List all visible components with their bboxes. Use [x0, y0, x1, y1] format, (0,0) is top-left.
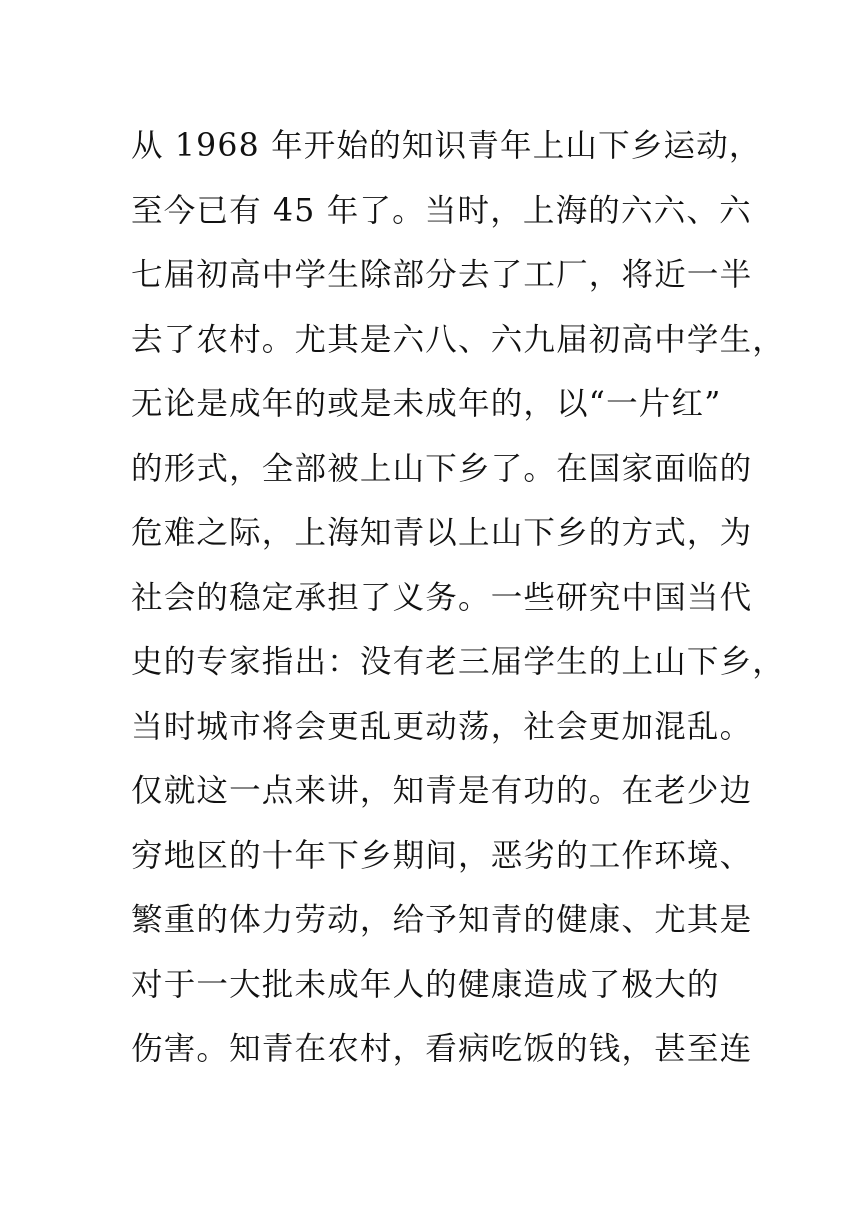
text-line: 繁重的体力劳动，给予知青的健康、尤其是 [131, 902, 753, 938]
text-line: 去了农村。尤其是六八、六九届初高中学生， [131, 321, 786, 358]
text-line: 史的专家指出：没有老三届学生的上山下乡， [131, 644, 786, 680]
text-line: 当时城市将会更乱更动荡，社会更加混乱。 [131, 708, 753, 745]
text-line: 危难之际，上海知青以上山下乡的方式，为 [131, 515, 753, 551]
text-line: 穷地区的十年下乡期间，恶劣的工作环境、 [131, 837, 753, 874]
text-line: 无论是成年的或是未成年的，以“一片红” [131, 386, 722, 422]
text-line: 仅就这一点来讲，知青是有功的。在老少边 [131, 773, 753, 809]
text-line: 从 1968 年开始的知识青年上山下乡运动， [131, 128, 762, 164]
text-line: 七届初高中学生除部分去了工厂，将近一半 [131, 257, 753, 293]
text-line: 对于一大批未成年人的健康造成了极大的 [131, 966, 720, 1003]
text-line: 的形式，全部被上山下乡了。在国家面临的 [131, 450, 753, 487]
text-line: 社会的稳定承担了义务。一些研究中国当代 [131, 579, 753, 616]
body-text [131, 114, 786, 1082]
text-line: 伤害。知青在农村，看病吃饭的钱，甚至连 [131, 1031, 753, 1067]
text-line: 至今已有 45 年了。当时，上海的六六、六 [131, 192, 752, 229]
